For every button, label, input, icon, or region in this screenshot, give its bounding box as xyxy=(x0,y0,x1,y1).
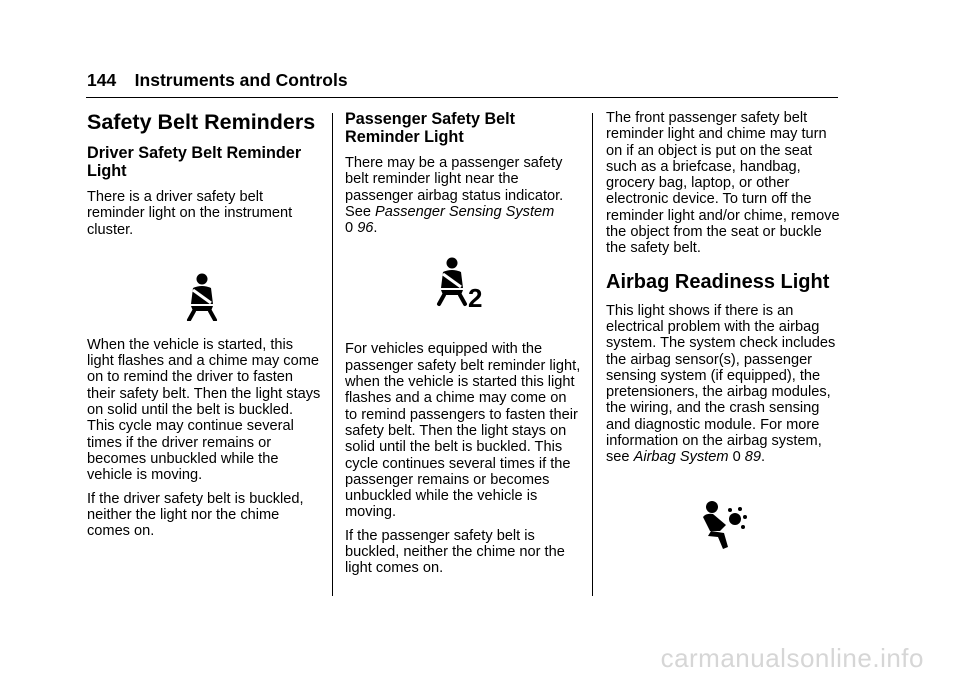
page-number: 144 xyxy=(87,70,117,90)
airbag-icon-wrap xyxy=(606,473,842,553)
driver-seatbelt-icon xyxy=(180,273,224,321)
paragraph: When the vehicle is started, this light flashes and a chime may come on to remind the driver to fasten their safety belt. Then the light stays on solid until the belt is buckled. This cycle may continue several times if the driver remains or becomes unbuckled while the vehicle is moving. xyxy=(87,336,321,484)
passenger-seatbelt-icon-wrap xyxy=(345,243,581,341)
paragraph: The front passenger safety belt reminder light and chime may turn on if an object is put on the seat such as a briefcase, handbag, grocery bag, laptop, or other electronic device. To turn off the reminder light and/or chime, remove the object from the seat or buckle the safety belt. xyxy=(606,110,840,257)
paragraph: For vehicles equipped with the passenger safety belt reminder light, when the vehicle is started this light flashes and a chime may come on to remind passengers to fasten their safety belt. Then the light stays on solid until the belt is buckled. This cycle continues several times if the passenger remains or becomes unbuckled while the vehicle is moving. xyxy=(345,341,581,521)
paragraph-text: There may be a passenger safety belt reminder light near the passenger airbag status indicator. See xyxy=(345,155,564,220)
paragraph-text: This light shows if there is an electrical problem with the airbag system. The system check includes the airbag sensor(s), passenger sensing system (if equipped), the pretensioners, the airbag modules, the wiring, and the crash sensing and diagnostic module. For more information on the airbag system, see xyxy=(606,302,836,466)
subheading-driver-belt-light: Driver Safety Belt Reminder Light xyxy=(87,144,302,180)
paragraph: There is a driver safety belt reminder light on the instrument cluster. xyxy=(87,189,293,238)
subheading-passenger-belt-light: Passenger Safety Belt Reminder Light xyxy=(345,110,516,146)
watermark: carmanualsonline.info xyxy=(660,643,924,673)
paragraph xyxy=(345,155,581,236)
page-ref-glyph: 0 xyxy=(732,449,741,466)
column-divider-2 xyxy=(592,113,593,596)
column-2 xyxy=(345,110,581,584)
driver-seatbelt-icon-wrap xyxy=(87,245,323,337)
section-title: Instruments and Controls xyxy=(134,70,348,90)
cross-reference-link[interactable]: Airbag System xyxy=(633,449,729,466)
passenger-number-label: 2 xyxy=(468,283,483,310)
punctuation: . xyxy=(373,220,378,237)
airbag-icon xyxy=(698,499,750,551)
section-heading-safety-belt-reminders: Safety Belt Reminders xyxy=(87,110,316,134)
header-rule xyxy=(86,97,838,98)
paragraph: If the passenger safety belt is buckled, neither the chime nor the light comes on. xyxy=(345,527,565,577)
page-ref-number[interactable]: 96 xyxy=(357,220,374,237)
page-ref-number[interactable]: 89 xyxy=(744,449,761,466)
page-header xyxy=(87,70,837,91)
punctuation: . xyxy=(760,449,766,466)
paragraph xyxy=(606,303,842,466)
passenger-seatbelt-icon xyxy=(430,257,494,309)
column-1 xyxy=(87,110,323,546)
column-divider-1 xyxy=(332,113,333,596)
paragraph: If the driver safety belt is buckled, neither the light nor the chime comes on. xyxy=(87,490,304,540)
page-ref-glyph: 0 xyxy=(345,220,354,237)
section-heading-airbag-readiness: Airbag Readiness Light xyxy=(606,270,830,293)
column-3 xyxy=(606,110,842,553)
cross-reference-link[interactable]: Passenger Sensing System xyxy=(375,203,555,220)
